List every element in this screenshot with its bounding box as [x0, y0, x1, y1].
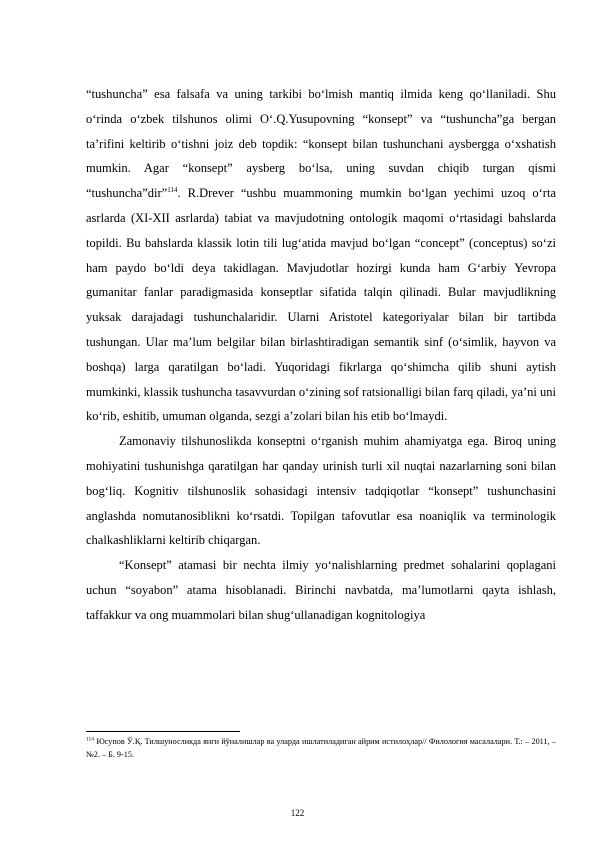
- main-text: [86, 82, 556, 628]
- paragraph-2: Zamonaviy tilshunoslikda konseptni o‘rganish muhim ahamiyatga ega. Biroq uning mohiyatini tushunishga qaratilgan har qanday urinish turli xil nuqtai nazarlarning soni bilan bog‘liq. Kognitiv tilshunoslik sohasidagi intensiv tadqiqotlar “konsept” tushunchasini anglashda nomutanosiblikni ko‘rsatdi. Topilgan tafovutlar esa noaniqlik va terminologik chalkashliklarni keltirib chiqargan.: [86, 434, 556, 548]
- footnote-reference[interactable]: 114: [167, 186, 178, 195]
- paragraph-3: “Konsept” atamasi bir nechta ilmiy yo‘nalishlarning predmet sohalarini qoplagani uchun “soyabon” atama hisoblanadi. Birinchi navbatda, ma’lumotlarni qayta ishlash, taffakkur va ong muammolari bilan shug‘ullanadigan kognitologiya: [86, 558, 556, 622]
- footnote-divider: [86, 731, 240, 732]
- footnote: [86, 735, 556, 761]
- paragraph-1-text-a: “tushuncha” esa falsafa va uning tarkibi bo‘lmish mantiq ilmida keng qo‘llaniladi. Shu o‘rinda o‘zbek tilshunos olimi O‘.Q.Yusupovning “konsept” va “tushuncha”ga bergan ta’rifini keltirib o‘tishni joiz deb topdik: “konsept bilan tushunchani aysbergga o‘xshatish mumkin. Agar “konsept” aysberg bo‘lsa, uning suvdan chiqib turgan qismi “tushuncha”dir”: [86, 87, 556, 201]
- paragraph-1-text-b: . R.Drever “ushbu muammoning mumkin bo‘lgan yechimi uzoq o‘rta asrlarda (XI-XII asrlarda) tabiat va mavjudotning ontologik maqomi o‘rtasidagi bahslarda topildi. Bu bahslarda klassik lotin tili lug‘atida mavjud bo‘lgan “concept” (conceptus) so‘zi ham paydo bo‘ldi deya takidlagan. Mavjudotlar hozirgi kunda ham G‘arbiy Yevropa gumanitar fanlar paradigmasida konseptlar sifatida talqin qilinadi. Bular mavjudlikning yuksak darajadagi tushunchalaridir. Ularni Aristotel kategoriyalar bilan bir tartibda tushungan. Ular ma’lum belgilar bilan birlashtiradigan semantik sinf (o‘simlik, hayvon va boshqa) larga qaratilgan bo‘ladi. Yuqoridagi fikrlarga qo‘shimcha qilib shuni aytish mumkinki, klassik tushuncha tasavvurdan o‘zining sof ratsionalligi bilan farq qiladi, ya’ni uni ko‘rib, eshitib, umuman olganda, sezgi a’zolari bilan his etib bo‘lmaydi.: [86, 186, 556, 424]
- footnote-number: 114: [86, 736, 95, 743]
- footnote-text: Юсупов Ў.Қ. Тилшуносликда янги йўналишлар ва уларда ишлатиладиган айрим истилоҳлар// Филология масалалари. Т.: – 2011, –№2. – Б. 9-15.: [86, 737, 556, 759]
- page-number: 122: [290, 808, 305, 818]
- paragraph-1: [86, 82, 556, 429]
